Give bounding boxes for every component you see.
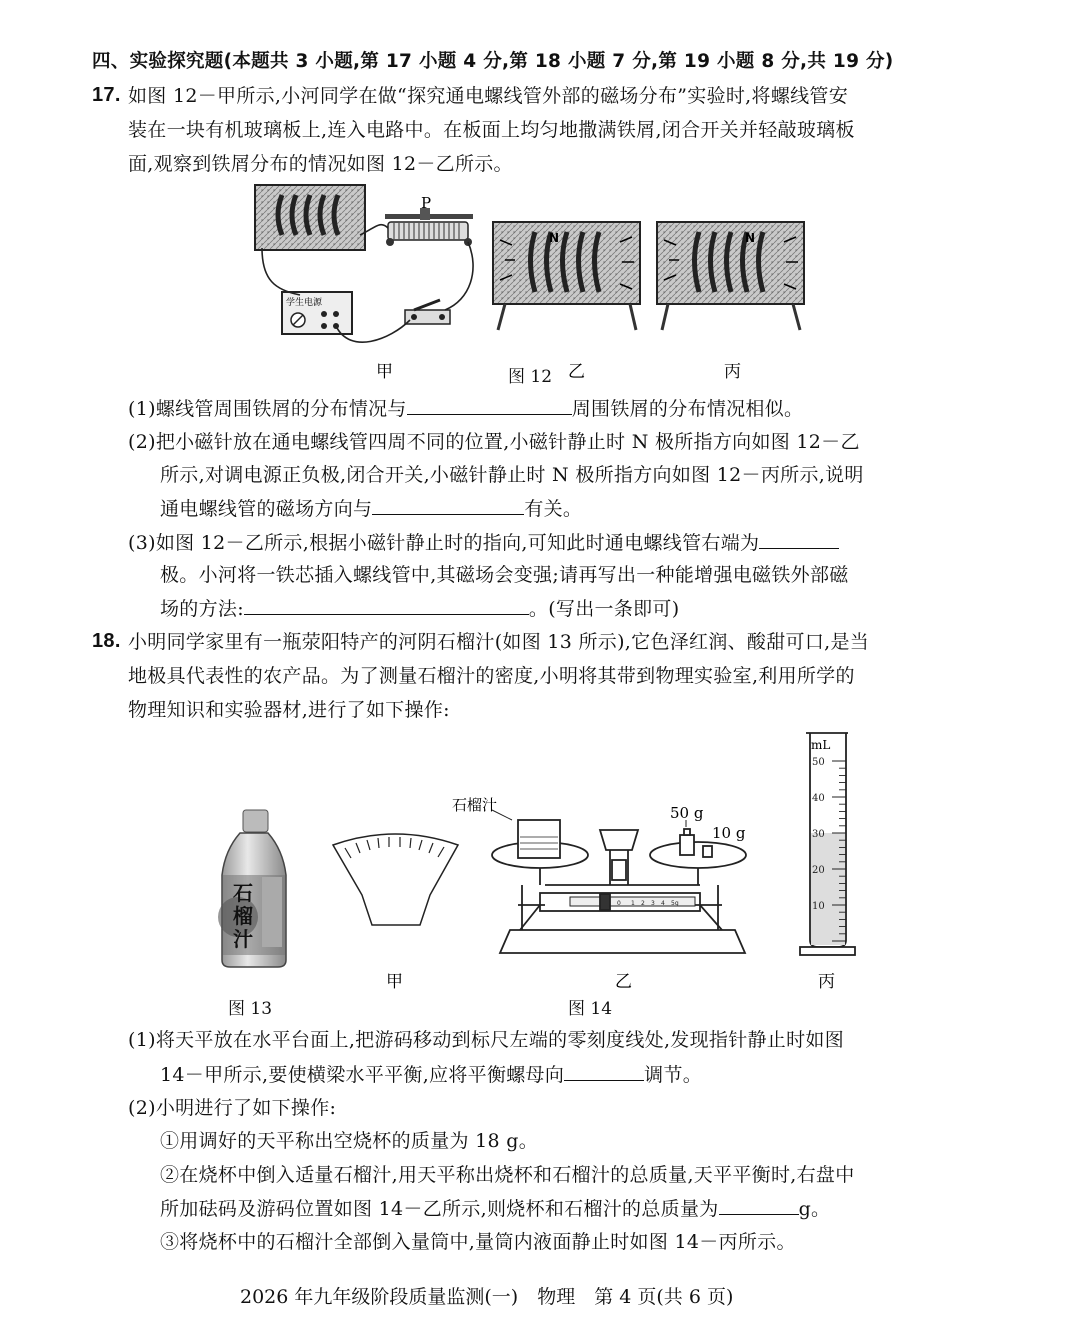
fig12-label-jia: 甲 (376, 362, 393, 382)
section-heading: 四、实验探究题(本题共 3 小题,第 17 小题 4 分,第 18 小题 7 分,第 19 小题 8 分,共 19 分) (92, 51, 894, 72)
rider-scale-4: 4 (661, 900, 665, 907)
q18-p2-step1: ①用调好的天平称出空烧杯的质量为 18 g。 (160, 1130, 539, 1152)
figures-13-14 (0, 725, 1080, 1015)
q18-p2-step2-line2: 所加砝码及游码位置如图 14－乙所示,则烧杯和石榴汁的总质量为 g。 (160, 1198, 831, 1220)
q18-p1-line2: 14－甲所示,要使横梁水平平衡,应将平衡螺母向 调节。 (160, 1064, 703, 1086)
rider-scale-0: 0 (617, 900, 621, 907)
fig14-caption: 图 14 (568, 999, 613, 1019)
graduated-cylinder (800, 733, 855, 955)
cylinder-tick-40: 40 (812, 793, 825, 804)
q18-stem-line1: 小明同学家里有一瓶荥阳特产的河阴石榴汁(如图 13 所示),它色泽红润、酸甜可口,是当 (128, 631, 870, 653)
weight-10g-label: 10 g (712, 824, 746, 842)
fig14-label-yi: 乙 (615, 972, 632, 992)
fig13-caption: 图 13 (228, 999, 273, 1019)
q17-p2-line1: (2)把小磁针放在通电螺线管四周不同的位置,小磁针静止时 N 极所指方向如图 12－乙 (128, 431, 860, 453)
page-footer: 2026 年九年级阶段质量监测(一) 物理 第 4 页(共 6 页) (240, 1286, 734, 1308)
q18-stem-line3: 物理知识和实验器材,进行了如下操作: (128, 699, 450, 721)
beaker-label: 石榴汁 (452, 796, 498, 814)
cylinder-tick-10: 10 (812, 901, 825, 912)
power-supply-label: 学生电源 (286, 298, 323, 308)
q17-stem-line3: 面,观察到铁屑分布的情况如图 12－乙所示。 (128, 153, 513, 175)
q17-p3-line2: 极。小河将一铁芯插入螺线管中,其磁场会变强;请再写出一种能增强电磁铁外部磁 (160, 564, 849, 586)
q18-stem-line2: 地极具代表性的农产品。为了测量石榴汁的密度,小明将其带到物理实验室,利用所学的 (128, 665, 855, 687)
fig12-label-yi: 乙 (568, 362, 585, 382)
solenoid-board-yi (493, 222, 640, 330)
balance-pointer-scale (333, 834, 458, 925)
q18-p1-line1: (1)将天平放在水平台面上,把游码移动到标尺左端的零刻度线处,发现指针静止时如图 (128, 1029, 844, 1051)
fig12-yi-n: N (549, 231, 560, 245)
rheostat-label-p: P (421, 194, 432, 212)
q17-stem-line2: 装在一块有机玻璃板上,连入电路中。在板面上均匀地撒满铁屑,闭合开关并轻敲玻璃板 (128, 119, 855, 141)
fig12-caption: 图 12 (508, 367, 553, 387)
rider-scale-2: 2 (641, 900, 645, 907)
q17-p3-line1: (3)如图 12－乙所示,根据小磁针静止时的指向,可知此时通电螺线管右端为 (128, 530, 839, 555)
q17-p3-line3: 场的方法: 。(写出一条即可) (160, 598, 680, 620)
fig12-bing-n: N (745, 231, 756, 245)
cylinder-tick-20: 20 (812, 865, 825, 876)
answer-blank-6[interactable] (719, 1196, 799, 1215)
q17-p2-line2: 所示,对调电源正负极,闭合开关,小磁针静止时 N 极所指方向如图 12－丙所示,说明 (160, 464, 864, 486)
q18-number: 18. (92, 630, 121, 652)
rheostat (385, 208, 473, 246)
rider-scale-1: 1 (631, 900, 635, 907)
answer-blank-3[interactable] (759, 530, 839, 549)
solenoid-board-bing (657, 222, 804, 330)
cylinder-tick-30: 30 (812, 829, 825, 840)
cylinder-tick-50: 50 (812, 757, 825, 768)
cylinder-unit: mL (811, 738, 831, 752)
weight-50g-label: 50 g (670, 804, 704, 822)
bottle-char-2: 榴 (233, 904, 253, 928)
fig14-label-jia: 甲 (386, 972, 403, 992)
answer-blank-1[interactable] (407, 396, 572, 415)
q17-p2-line3: 通电螺线管的磁场方向与 有关。 (160, 498, 583, 520)
answer-blank-4[interactable] (244, 596, 529, 615)
answer-blank-5[interactable] (564, 1062, 644, 1081)
q17-p1: (1)螺线管周围铁屑的分布情况与 周围铁屑的分布情况相似。 (128, 398, 804, 420)
rider-scale-5: 5g (671, 900, 679, 907)
solenoid-board-jia (255, 185, 365, 250)
bottle-char-1: 石 (233, 881, 253, 905)
bottle-char-3: 汁 (233, 927, 253, 951)
answer-blank-2[interactable] (372, 496, 524, 515)
q18-p2-step3: ③将烧杯中的石榴汁全部倒入量筒中,量筒内液面静止时如图 14－丙所示。 (160, 1231, 796, 1253)
pomegranate-juice-bottle (218, 810, 286, 967)
q17-number: 17. (92, 84, 121, 106)
q18-p2-step2-line1: ②在烧杯中倒入适量石榴汁,用天平称出烧杯和石榴汁的总质量,天平平衡时,右盘中 (160, 1164, 855, 1186)
fig14-label-bing: 丙 (818, 972, 835, 992)
rider-scale-3: 3 (651, 900, 655, 907)
beam-balance (492, 810, 746, 953)
student-power-supply (282, 292, 352, 334)
fig12-label-bing: 丙 (724, 362, 741, 382)
switch (405, 300, 450, 324)
q17-stem-line1: 如图 12－甲所示,小河同学在做“探究通电螺线管外部的磁场分布”实验时,将螺线管安 (128, 85, 849, 107)
q18-p2-intro: (2)小明进行了如下操作: (128, 1097, 337, 1119)
